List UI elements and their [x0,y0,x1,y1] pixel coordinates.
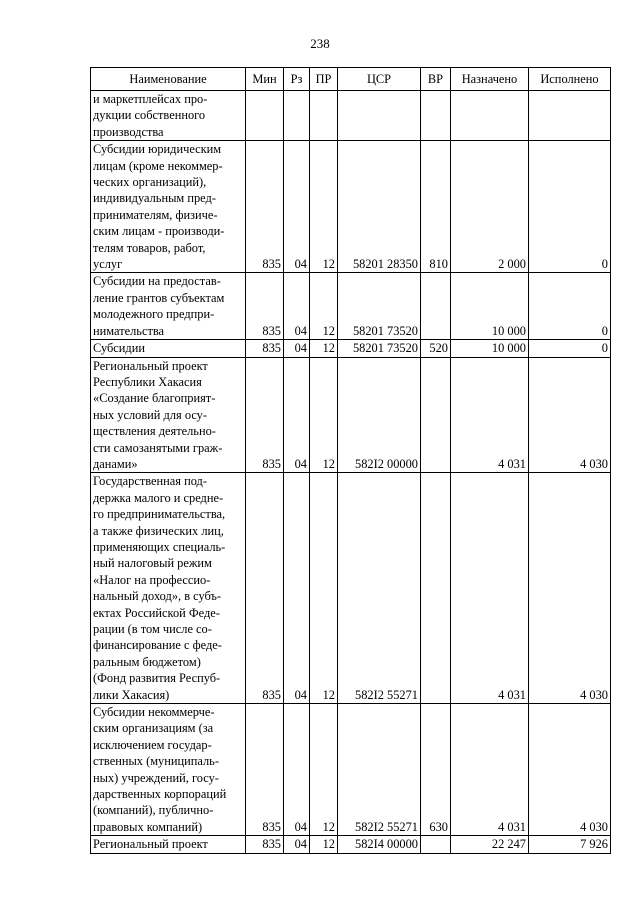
cell-pr: 12 [310,273,338,340]
cell-pr: 12 [310,836,338,853]
cell-isp: 0 [529,273,611,340]
header-min: Мин [246,68,284,91]
table-row [91,273,611,340]
cell-rz: 04 [284,473,310,704]
cell-rz: 04 [284,141,310,273]
cell-csr: 582I4 00000 [338,836,421,853]
cell-naz: 10 000 [451,340,529,357]
table-row [91,91,611,141]
cell-csr: 582I2 55271 [338,704,421,836]
budget-table [90,67,611,854]
cell-min: 835 [246,273,284,340]
cell-min: 835 [246,473,284,704]
cell-vr [421,836,451,853]
cell-min: 835 [246,340,284,357]
cell-csr: 58201 73520 [338,273,421,340]
cell-csr: 582I2 00000 [338,357,421,473]
cell-pr: 12 [310,704,338,836]
cell-name: Региональный проект [91,836,246,853]
cell-vr: 520 [421,340,451,357]
table-row [91,141,611,273]
cell-name: Региональный проект Республики Хакасия «Создание благоприят- ных условий для осу- ществления деятельно- сти самозанятыми граж- данами» [91,357,246,473]
cell-name: Субсидии на предостав- ление грантов субъектам молодежного предпри- нимательства [91,273,246,340]
cell-naz: 4 031 [451,357,529,473]
cell-isp [529,91,611,141]
header-vr: ВР [421,68,451,91]
cell-name: Субсидии некоммерче- ским организациям (за исключением государ- ственных (муниципаль- ных) учреждений, госу- дарственных корпораций (компаний), публично- правовых компаний) [91,704,246,836]
table-row [91,704,611,836]
cell-rz: 04 [284,273,310,340]
table-row [91,357,611,473]
table-row [91,340,611,357]
cell-pr: 12 [310,473,338,704]
header-name: Наименование [91,68,246,91]
page-number: 238 [310,36,330,51]
cell-vr: 810 [421,141,451,273]
cell-isp: 0 [529,141,611,273]
cell-vr [421,357,451,473]
cell-csr: 58201 28350 [338,141,421,273]
cell-naz: 10 000 [451,273,529,340]
header-rz: Рз [284,68,310,91]
cell-naz: 2 000 [451,141,529,273]
header-naz: Назначено [451,68,529,91]
cell-naz: 22 247 [451,836,529,853]
cell-csr [338,91,421,141]
cell-vr [421,473,451,704]
cell-rz [284,91,310,141]
cell-min: 835 [246,704,284,836]
cell-naz [451,91,529,141]
cell-name: и маркетплейсах про- дукции собственного производства [91,91,246,141]
table-header-row [91,68,611,91]
cell-isp: 4 030 [529,473,611,704]
cell-isp: 7 926 [529,836,611,853]
table-row [91,473,611,704]
cell-pr: 12 [310,340,338,357]
cell-isp: 4 030 [529,357,611,473]
cell-naz: 4 031 [451,704,529,836]
cell-naz: 4 031 [451,473,529,704]
cell-name: Субсидии [91,340,246,357]
cell-name: Государственная под- держка малого и средне- го предпринимательства, а также физических лиц, применяющих специаль- ный налоговый режим «Налог на профессио- нальный доход», в субъ- ектах Российской Феде- рации (в том числе со- финансирование с феде- ральным бюджетом) (Фонд развития Респуб- лики Хакасия) [91,473,246,704]
cell-min: 835 [246,836,284,853]
cell-rz: 04 [284,340,310,357]
cell-vr [421,273,451,340]
cell-min [246,91,284,141]
cell-rz: 04 [284,357,310,473]
cell-isp: 0 [529,340,611,357]
cell-isp: 4 030 [529,704,611,836]
cell-rz: 04 [284,704,310,836]
cell-pr [310,91,338,141]
cell-min: 835 [246,141,284,273]
header-pr: ПР [310,68,338,91]
header-isp: Исполнено [529,68,611,91]
cell-csr: 58201 73520 [338,340,421,357]
cell-vr [421,91,451,141]
cell-pr: 12 [310,357,338,473]
header-csr: ЦСР [338,68,421,91]
table-row [91,836,611,853]
cell-min: 835 [246,357,284,473]
cell-pr: 12 [310,141,338,273]
cell-name: Субсидии юридическим лицам (кроме некоммер- ческих организаций), индивидуальным пред- принимателям, физиче- ским лицам - производи- телям товаров, работ, услуг [91,141,246,273]
cell-vr: 630 [421,704,451,836]
cell-rz: 04 [284,836,310,853]
cell-csr: 582I2 55271 [338,473,421,704]
